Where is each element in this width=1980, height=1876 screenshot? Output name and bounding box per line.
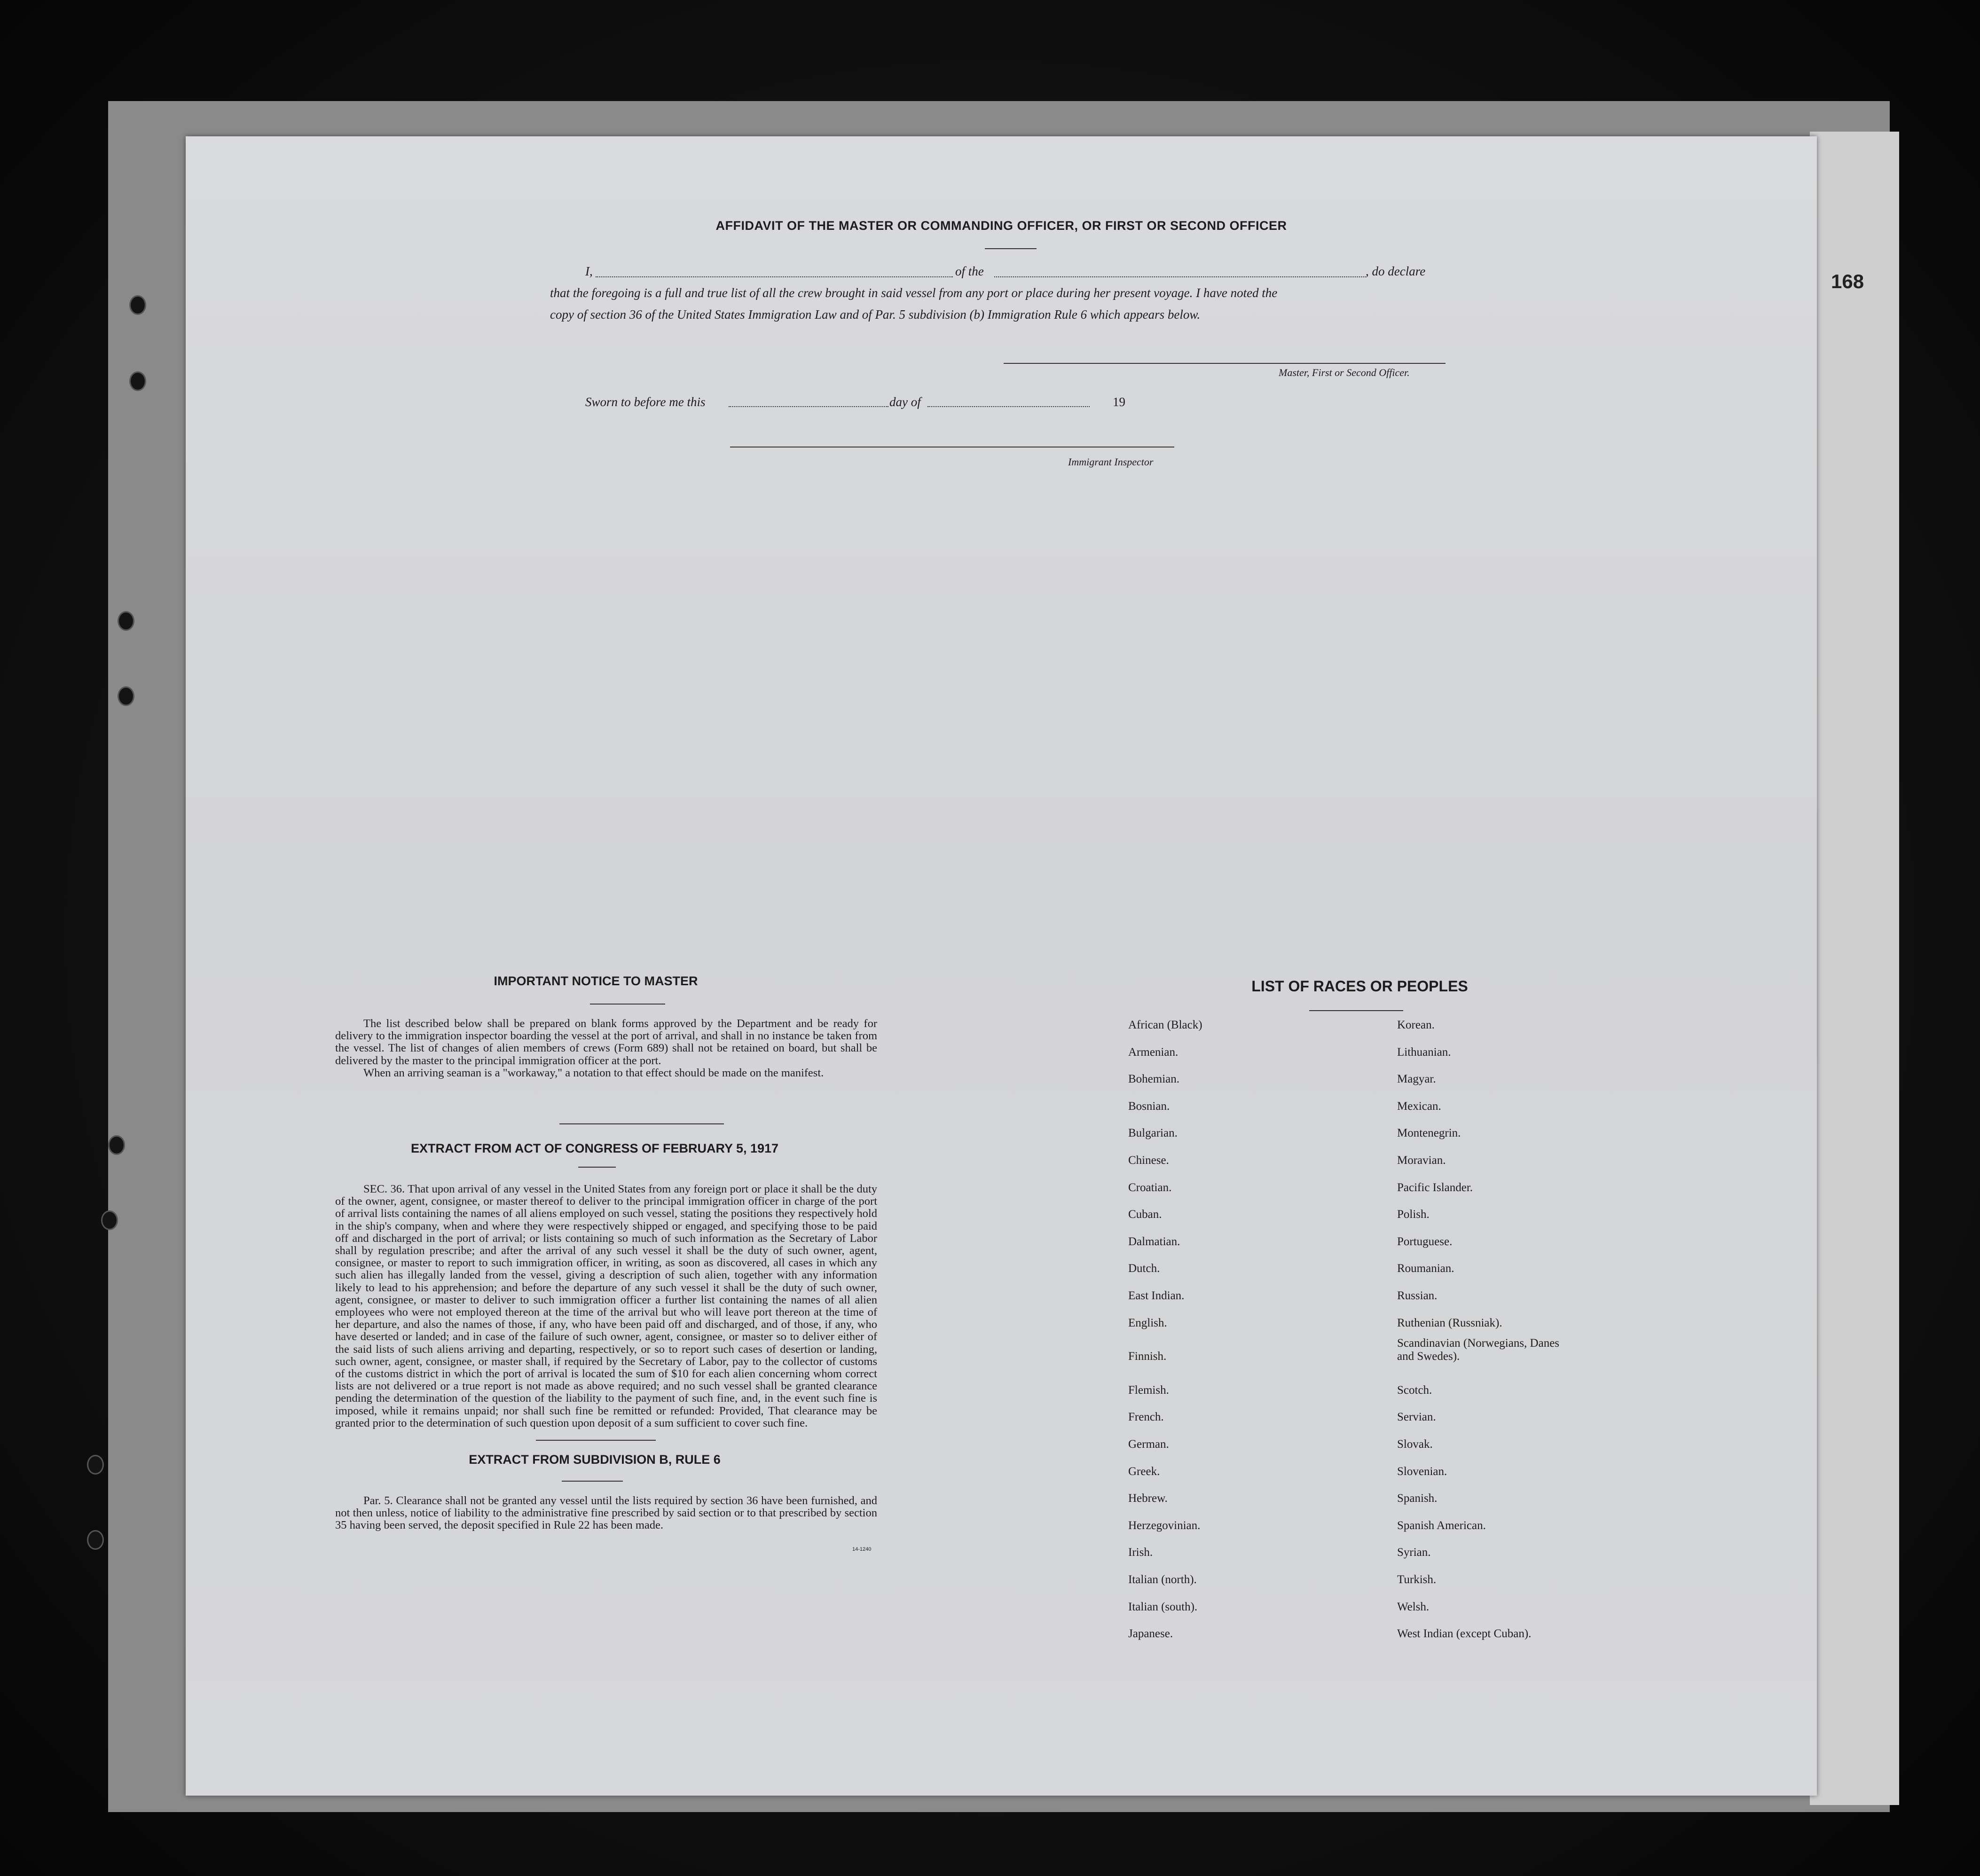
punch-hole bbox=[118, 686, 134, 706]
race-item: Italian (south). bbox=[1128, 1600, 1198, 1613]
affidavit-do-declare: , do declare bbox=[1366, 264, 1426, 278]
year-prefix: 19 bbox=[1113, 395, 1125, 409]
punch-hole bbox=[108, 1135, 125, 1155]
sworn-label: Sworn to before me this bbox=[585, 395, 706, 409]
race-item: Dutch. bbox=[1128, 1262, 1160, 1275]
race-item: Italian (north). bbox=[1128, 1573, 1197, 1586]
race-item: African (Black) bbox=[1128, 1019, 1202, 1031]
affidavit-body-line-2: copy of section 36 of the United States Immigration Law and of Par. 5 subdivision (b) Immigration Rule 6 which appears below. bbox=[550, 307, 1201, 322]
race-item: Roumanian. bbox=[1397, 1262, 1454, 1275]
race-item: Japanese. bbox=[1128, 1627, 1173, 1641]
races-list-right bbox=[1397, 1019, 1642, 1641]
title-rule bbox=[985, 248, 1037, 249]
race-item: Croatian. bbox=[1128, 1181, 1172, 1194]
notice-paragraph-2: When an arriving seaman is a "workaway," a notation to that effect should be made on the manifest. bbox=[363, 1066, 824, 1079]
races-title: LIST OF RACES OR PEOPLES bbox=[1251, 978, 1468, 995]
race-item: Scandinavian (Norwegians, Danes and Swedes). bbox=[1397, 1337, 1560, 1363]
sworn-day-field[interactable] bbox=[729, 406, 888, 407]
par-5-text: Par. 5. Clearance shall not be granted any vessel until the lists required by section 36 have been furnished, and not then unless, notice of liability to the administrative fine prescribed by said section or to that prescribed by section 35 having been served, the deposit specified in Rule 22 has been made. bbox=[335, 1494, 877, 1532]
manifest-page bbox=[186, 136, 1817, 1796]
race-item: Finnish. bbox=[1128, 1350, 1167, 1363]
extract-rule-text bbox=[335, 1495, 877, 1532]
race-item: Scotch. bbox=[1397, 1383, 1432, 1397]
affidavit-title: AFFIDAVIT OF THE MASTER OR COMMANDING OFFICER, OR FIRST OR SECOND OFFICER bbox=[715, 219, 1287, 233]
extract-act-text bbox=[335, 1183, 877, 1429]
race-item: Syrian. bbox=[1397, 1546, 1431, 1559]
punch-hole bbox=[129, 371, 146, 391]
race-item: Cuban. bbox=[1128, 1208, 1162, 1221]
affidavit-of-the-label: of the bbox=[955, 264, 984, 278]
extract-rule-rule bbox=[562, 1481, 623, 1482]
race-item: Slovak. bbox=[1397, 1438, 1433, 1451]
punch-hole bbox=[87, 1530, 104, 1550]
master-signature-line[interactable] bbox=[1004, 363, 1446, 364]
race-item: Irish. bbox=[1128, 1546, 1153, 1559]
race-item: Greek. bbox=[1128, 1465, 1160, 1478]
race-item: German. bbox=[1128, 1438, 1169, 1451]
section-36-text: SEC. 36. That upon arrival of any vessel in the United States from any foreign port or place it shall be the duty of the owner, agent, consignee, or master thereof to deliver to the principal immigration officer in charge of the port of arrival lists containing the names of all aliens employed on such vessel, stating the positions they respectively hold in the ship's company, when and where they were respectively shipped or engaged, and specifying those to be paid off and discharged in the port of arrival; or lists containing so much of such information as the Secretary of Labor shall by regulation prescribe; and after the arrival of any such vessel it shall be the duty of such owner, agent, consignee, or master to report to such immigration officer, in writing, as soon as discovered, all cases in which any such alien has illegally landed from the vessel, giving a description of such alien, together with any information likely to lead to his apprehension; and before the departure of any such vessel it shall be the duty of such owner, agent, consignee, or master to deliver to such immigration officer a further list containing the names of all alien employees who were not employed thereon at the time of the arrival but who will leave port thereon at the time of her departure, and also the names of those, if any, who have been paid off and discharged, and of those, if any, who have deserted or landed; and in case of the failure of such owner, agent, consignee, or master so to deliver either of the said lists of such aliens arriving and departing, respectively, or so to report such cases of desertion or landing, such owner, agent, consignee, or master shall, if required by the Secretary of Labor, pay to the collector of customs of the customs district in which the port of arrival is located the sum of $10 for each alien concerning whom correct lists are not delivered or a true report is not made as above required; and no such vessel shall be granted clearance pending the determination of the question of the liability to the payment of such fine, and, in the event such fine is imposed, while it remains unpaid; nor shall such fine be remitted or refunded: Provided, That clearance may be granted prior to the determination of such question upon deposit of a sum sufficient to cover such fine. bbox=[335, 1183, 877, 1429]
name-field[interactable] bbox=[596, 276, 953, 277]
extract-act-rule bbox=[578, 1167, 616, 1168]
race-item: Russian. bbox=[1397, 1289, 1438, 1302]
race-item: Servian. bbox=[1397, 1411, 1436, 1424]
race-item: Bohemian. bbox=[1128, 1073, 1180, 1086]
race-item: Turkish. bbox=[1397, 1573, 1437, 1586]
race-item: Flemish. bbox=[1128, 1383, 1169, 1397]
race-item: Pacific Islander. bbox=[1397, 1181, 1473, 1194]
notice-paragraph-1: The list described below shall be prepared on blank forms approved by the Department and be ready for delivery to the immigration inspector boarding the vessel at the port of arrival, and shall in no instance be taken from the vessel. The list of changes of alien members of crews (Form 689) shall not be retained on board, but shall be delivered by the master to the principal immigration officer at the port. bbox=[335, 1017, 877, 1067]
race-item: Korean. bbox=[1397, 1019, 1435, 1031]
race-item: Lithuanian. bbox=[1397, 1045, 1451, 1059]
notice-title: IMPORTANT NOTICE TO MASTER bbox=[494, 974, 698, 988]
master-signature-label: Master, First or Second Officer. bbox=[1279, 367, 1410, 378]
extract-act-divider bbox=[536, 1440, 656, 1441]
race-item: East Indian. bbox=[1128, 1289, 1185, 1302]
inspector-label: Immigrant Inspector bbox=[1068, 456, 1154, 468]
affidavit-body-line-1: that the foregoing is a full and true list of all the crew brought in said vessel from any port or place during her present voyage. I have noted the bbox=[550, 286, 1278, 300]
affidavit-i-label: I, bbox=[585, 264, 593, 278]
race-item: Polish. bbox=[1397, 1208, 1430, 1221]
race-item: Bosnian. bbox=[1128, 1099, 1170, 1113]
punch-hole bbox=[87, 1455, 104, 1475]
vessel-field[interactable] bbox=[994, 276, 1366, 277]
race-item: Montenegrin. bbox=[1397, 1127, 1461, 1140]
race-item: English. bbox=[1128, 1316, 1167, 1329]
notice-text bbox=[335, 1018, 877, 1079]
races-list-left bbox=[1128, 1019, 1354, 1641]
binder-strip bbox=[1810, 132, 1899, 1805]
race-item: Spanish American. bbox=[1397, 1519, 1486, 1532]
race-item: Spanish. bbox=[1397, 1492, 1438, 1505]
race-item: Portuguese. bbox=[1397, 1235, 1453, 1248]
race-item: Dalmatian. bbox=[1128, 1235, 1180, 1248]
notice-rule bbox=[590, 1004, 665, 1005]
race-item: Chinese. bbox=[1128, 1154, 1169, 1167]
punch-hole bbox=[101, 1210, 118, 1230]
race-item: Slovenian. bbox=[1397, 1465, 1447, 1478]
race-item: French. bbox=[1128, 1411, 1164, 1424]
punch-hole bbox=[118, 611, 134, 631]
punch-hole bbox=[129, 295, 146, 315]
races-rule bbox=[1309, 1010, 1403, 1011]
race-item: Hebrew. bbox=[1128, 1492, 1168, 1505]
race-item: Moravian. bbox=[1397, 1154, 1446, 1167]
race-item: West Indian (except Cuban). bbox=[1397, 1627, 1532, 1641]
race-item: Bulgarian. bbox=[1128, 1127, 1178, 1140]
extract-rule-title: EXTRACT FROM SUBDIVISION B, RULE 6 bbox=[469, 1452, 721, 1467]
day-of-label: day of bbox=[889, 395, 921, 409]
extract-act-title: EXTRACT FROM ACT OF CONGRESS OF FEBRUARY 5, 1917 bbox=[410, 1141, 779, 1155]
race-item: Magyar. bbox=[1397, 1073, 1436, 1086]
notice-divider bbox=[559, 1123, 724, 1124]
page-number: 168 bbox=[1831, 270, 1864, 292]
race-item: Mexican. bbox=[1397, 1099, 1441, 1113]
race-item: Welsh. bbox=[1397, 1600, 1430, 1613]
race-item: Ruthenian (Russniak). bbox=[1397, 1316, 1502, 1329]
race-item: Armenian. bbox=[1128, 1045, 1179, 1059]
sworn-month-field[interactable] bbox=[927, 406, 1090, 407]
form-number: 14-1240 bbox=[852, 1546, 872, 1552]
race-item: Herzegovinian. bbox=[1128, 1519, 1201, 1532]
